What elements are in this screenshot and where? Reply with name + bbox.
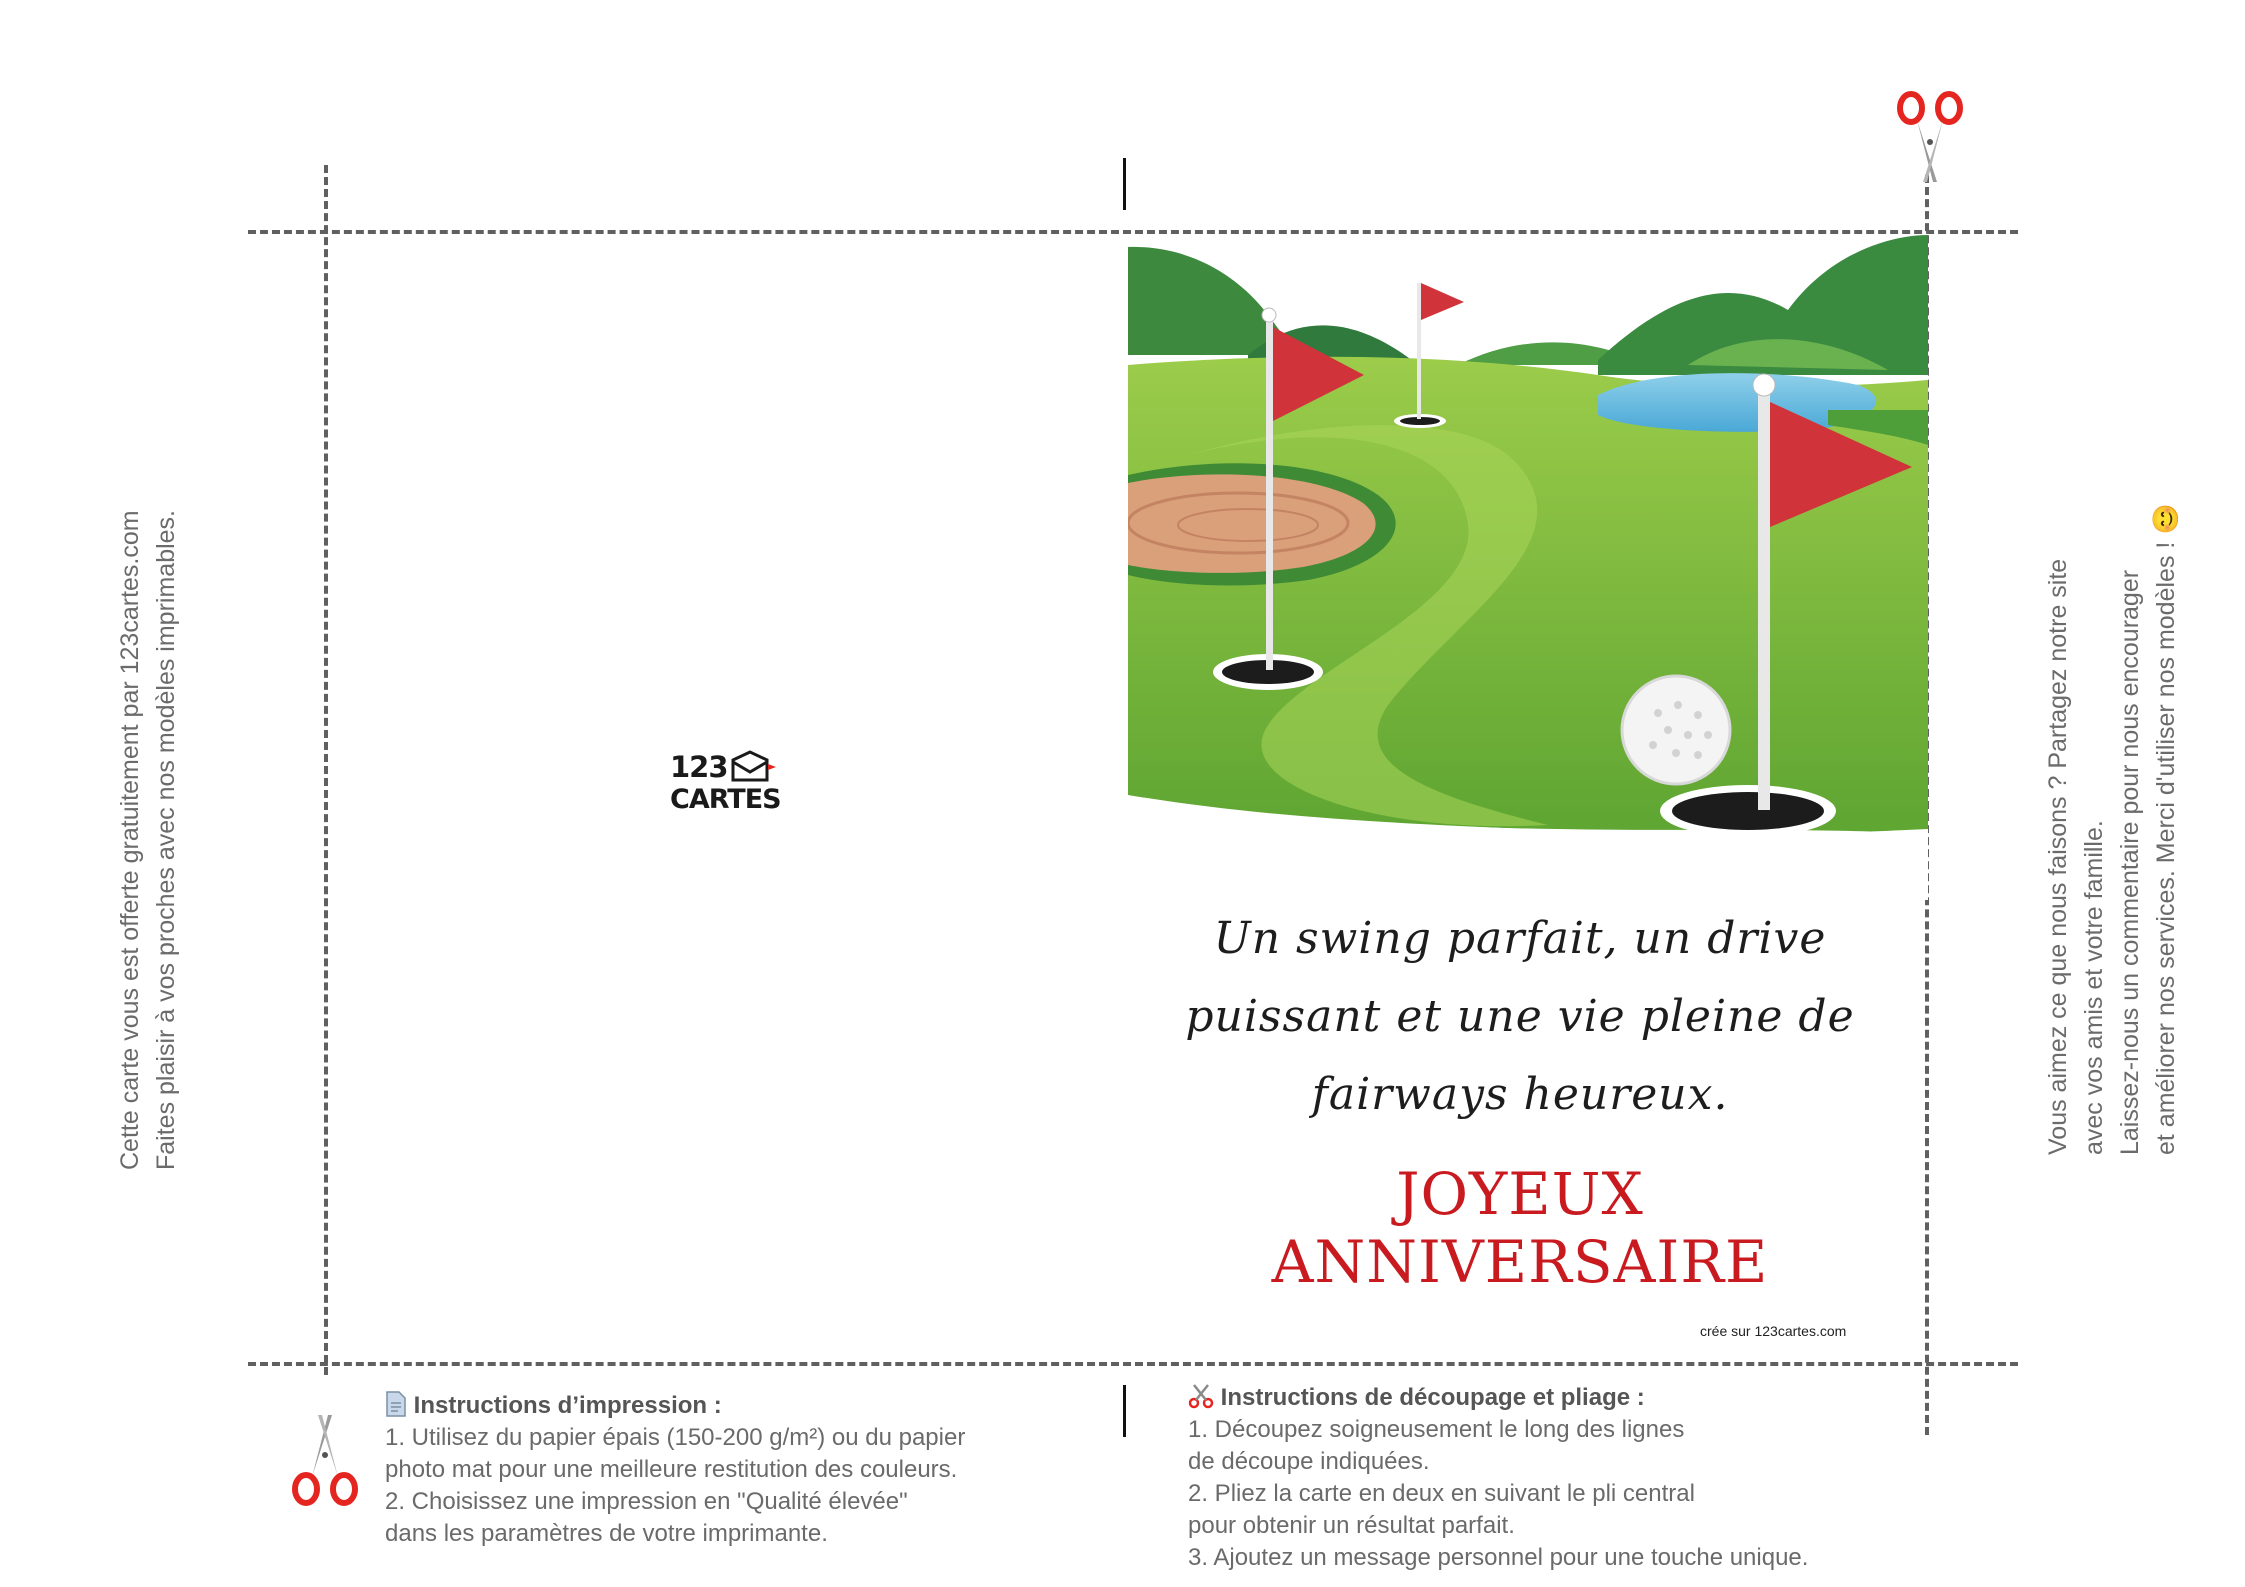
fold-mark-top [1123,158,1126,210]
scissors-icon [1895,90,1965,185]
document-icon [385,1391,407,1417]
right-side-line: Laissez-nous un commentaire pour nous encourager [2116,569,2144,1155]
cut-instruction-line: 1. Découpez soigneusement le long des lignes [1188,1416,1685,1443]
card-credit: crée sur 123cartes.com [1700,1323,1847,1339]
envelope-icon [730,750,778,784]
left-side-note [112,510,184,1170]
brand-logo [670,750,790,820]
right-side-line: et améliorer nos services. Merci d'utiliser nos modèles ! 😊 [2152,503,2180,1155]
cut-line-top [248,230,2018,234]
print-instruction-line: 1. Utilisez du papier épais (150-200 g/m²) ou du papier [385,1424,966,1451]
right-side-line: Vous aimez ce que nous faisons ? Partagez notre site [2044,558,2072,1155]
scissors-icon [290,1412,360,1507]
right-side-note [2040,504,2184,1155]
quote-line: Un swing parfait, un drive [1213,913,1827,964]
print-instructions [385,1390,965,1550]
cut-line-left [324,165,328,1375]
left-side-line: Cette carte vous est offerte gratuitement par 123cartes.com [116,510,144,1170]
cut-instruction-line: de découpe indiquées. [1188,1448,1430,1475]
logo-number: 123 [670,750,728,784]
cut-line-bottom [248,1362,2018,1366]
scissors-icon [1188,1383,1214,1409]
greeting-line: JOYEUX [1396,1160,1644,1228]
fold-mark-bottom [1123,1385,1126,1437]
cut-instructions-title: Instructions de découpage et pliage : [1220,1384,1645,1411]
golf-course-illustration [1128,235,1928,900]
cut-instruction-line: 2. Pliez la carte en deux en suivant le pli central [1188,1480,1695,1507]
card-greeting [1180,1160,1860,1296]
quote-line: puissant et une vie pleine de [1185,991,1855,1042]
print-instruction-line: 2. Choisissez une impression en "Qualité élevée" [385,1488,908,1515]
print-instruction-line: photo mat pour une meilleure restitution des couleurs. [385,1456,958,1483]
print-instruction-line: dans les paramètres de votre imprimante. [385,1520,828,1547]
logo-word: CARTES [670,784,781,815]
print-instructions-title: Instructions d’impression : [413,1392,722,1419]
right-side-line: avec vos amis et votre famille. [2080,820,2108,1155]
left-side-line: Faites plaisir à vos proches avec nos modèles imprimables. [152,510,180,1170]
cut-instructions [1188,1382,1808,1574]
cut-instruction-line: 3. Ajoutez un message personnel pour une touche unique. [1188,1544,1809,1571]
card-quote [1180,900,1860,1134]
quote-line: fairways heureux. [1311,1069,1729,1120]
greeting-line: ANNIVERSAIRE [1271,1228,1769,1296]
cut-instruction-line: pour obtenir un résultat parfait. [1188,1512,1515,1539]
